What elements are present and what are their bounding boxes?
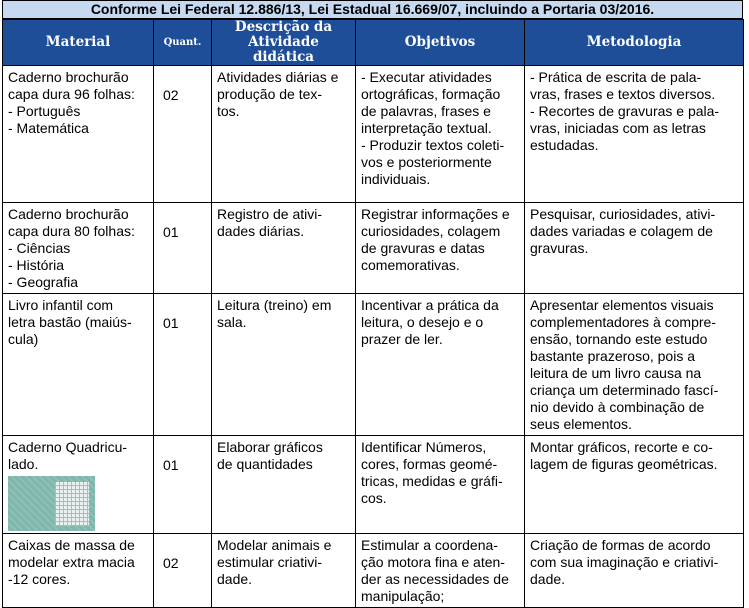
cell-line: - História xyxy=(8,257,65,273)
cell-quant: 02 xyxy=(154,534,212,608)
cell-line: sala. xyxy=(217,314,247,330)
cell-metodologia xyxy=(525,203,744,294)
cell-line: Apresentar elementos visuais xyxy=(530,297,714,313)
cell-line: - Português xyxy=(8,103,81,119)
cell-line: - Geografia xyxy=(8,274,79,290)
header-objetivos: Objetivos xyxy=(356,20,525,66)
cell-quant: 01 xyxy=(154,294,212,436)
cell-descricao xyxy=(212,294,356,436)
header-metodologia: Metodologia xyxy=(525,20,744,66)
cell-line: Estimular a coordena- xyxy=(361,537,498,553)
cell-line: dade. xyxy=(217,571,253,587)
cell-metodologia xyxy=(525,294,744,436)
cell-material xyxy=(3,534,154,608)
cell-material xyxy=(3,203,154,294)
cell-line: prazer de ler. xyxy=(361,331,443,347)
cell-line: tricas, medidas e gráfi- xyxy=(361,473,503,489)
cell-line: capa dura 80 folhas: xyxy=(8,223,135,239)
table-row xyxy=(3,534,744,608)
cell-quant: 01 xyxy=(154,436,212,534)
cell-line: tos. xyxy=(217,103,240,119)
cell-line: Leitura (treino) em xyxy=(217,297,332,313)
cell-line: dade. xyxy=(530,571,566,587)
cell-line: dades diárias. xyxy=(217,223,305,239)
cell-line: leitura, o desejo e o xyxy=(361,314,484,330)
cell-line: vras, frases e textos diversos. xyxy=(530,86,716,102)
cell-line: estimular criativi- xyxy=(217,554,323,570)
cell-line: Criação de formas de acordo xyxy=(530,537,711,553)
cell-line: individuais. xyxy=(361,171,431,187)
materials-table xyxy=(2,19,744,608)
cell-line: cos. xyxy=(361,490,387,506)
cell-objetivos xyxy=(356,294,525,436)
table-row xyxy=(3,66,744,203)
document-page xyxy=(2,0,743,608)
cell-line: ensão, tornando este estudo xyxy=(530,331,708,347)
header-descricao-line: didática xyxy=(252,49,315,65)
cell-line: Montar gráficos, recorte e co- xyxy=(530,439,713,455)
cell-line: Caderno brochurão xyxy=(8,69,129,85)
cell-line: leitura de um livro causa na xyxy=(530,365,702,381)
cell-line: lado. xyxy=(8,456,39,472)
cell-line: -12 cores. xyxy=(8,571,71,587)
header-descricao xyxy=(212,20,356,66)
cell-line: estudadas. xyxy=(530,137,599,153)
cell-line: Elaborar gráficos xyxy=(217,439,323,455)
cell-line: manipulação; xyxy=(361,588,445,604)
cell-line: Caderno Quadricu- xyxy=(8,439,128,455)
header-quant: Quant. xyxy=(154,20,212,66)
cell-line: Caderno brochurão xyxy=(8,206,129,222)
cell-line: seus elementos. xyxy=(530,416,632,432)
cell-line: bastante prazeroso, pois a xyxy=(530,348,695,364)
cell-objetivos xyxy=(356,203,525,294)
cell-line: Caixas de massa de xyxy=(8,537,135,553)
cell-descricao xyxy=(212,66,356,203)
cell-line: curiosidades, colagem xyxy=(361,223,501,239)
cell-line: criança um determinado fascí- xyxy=(530,382,719,398)
cell-descricao xyxy=(212,203,356,294)
cell-line: produção de tex- xyxy=(217,86,323,102)
cell-material xyxy=(3,66,154,203)
cell-line: cula) xyxy=(8,331,39,347)
cell-line: complementadores à compre- xyxy=(530,314,716,330)
cell-line: - Produzir textos coleti- xyxy=(361,137,505,153)
cell-line: nio devido à combinação de xyxy=(530,399,705,415)
cell-line: modelar extra macia xyxy=(8,554,135,570)
cell-material xyxy=(3,436,154,534)
cell-line: de palavras, frases e xyxy=(361,103,491,119)
header-material: Material xyxy=(3,20,154,66)
cell-metodologia xyxy=(525,436,744,534)
cell-line: - Executar atividades xyxy=(361,69,492,85)
cell-material xyxy=(3,294,154,436)
cell-line: lagem de figuras geométricas. xyxy=(530,456,718,472)
table-row xyxy=(3,294,744,436)
cell-line: ção motora fina e aten- xyxy=(361,554,505,570)
cell-metodologia xyxy=(525,66,744,203)
cell-descricao xyxy=(212,436,356,534)
cell-line: Modelar animais e xyxy=(217,537,332,553)
cell-line: Registro de ativi- xyxy=(217,206,323,222)
cell-line: de gravuras e datas xyxy=(361,240,485,256)
cell-line: com sua imaginação e criativi- xyxy=(530,554,719,570)
header-descricao-line: Atividade xyxy=(248,34,319,50)
legal-banner: Conforme Lei Federal 12.886/13, Lei Estadual 16.669/07, incluindo a Portaria 03/2016. xyxy=(2,0,743,19)
cell-line: - Prática de escrita de pala- xyxy=(530,69,702,85)
cell-line: vras, iniciadas com as letras xyxy=(530,120,706,136)
grid-notebook-image xyxy=(8,476,95,531)
cell-line: Incentivar a prática da xyxy=(361,297,499,313)
cell-quant: 02 xyxy=(154,66,212,203)
cell-line: interpretação textual. xyxy=(361,120,492,136)
cell-line: cores, formas geomé- xyxy=(361,456,498,472)
cell-line: der as necessidades de xyxy=(361,571,509,587)
header-row xyxy=(3,20,744,66)
cell-objetivos xyxy=(356,66,525,203)
cell-descricao xyxy=(212,534,356,608)
table-row xyxy=(3,436,744,534)
cell-line: de quantidades xyxy=(217,456,313,472)
cell-line: ortográficas, formação xyxy=(361,86,501,102)
header-descricao-line: Descrição da xyxy=(234,19,333,35)
cell-line: Pesquisar, curiosidades, ativi- xyxy=(530,206,716,222)
cell-line: - Matemática xyxy=(8,120,89,136)
cell-line: Atividades diárias e xyxy=(217,69,339,85)
cell-metodologia xyxy=(525,534,744,608)
cell-line: - Recortes de gravuras e pala- xyxy=(530,103,720,119)
cell-line: - Ciências xyxy=(8,240,71,256)
table-row xyxy=(3,203,744,294)
cell-quant: 01 xyxy=(154,203,212,294)
cell-line: Registrar informações e xyxy=(361,206,510,222)
cell-line: capa dura 96 folhas: xyxy=(8,86,135,102)
cell-line: gravuras. xyxy=(530,240,589,256)
cell-line: vos e posteriormente xyxy=(361,154,492,170)
cell-line: dades variadas e colagem de xyxy=(530,223,713,239)
cell-line: Livro infantil com xyxy=(8,297,114,313)
cell-line: Identificar Números, xyxy=(361,439,487,455)
cell-line: comemorativas. xyxy=(361,257,460,273)
cell-objetivos xyxy=(356,534,525,608)
cell-objetivos xyxy=(356,436,525,534)
cell-line: letra bastão (maiús- xyxy=(8,314,132,330)
